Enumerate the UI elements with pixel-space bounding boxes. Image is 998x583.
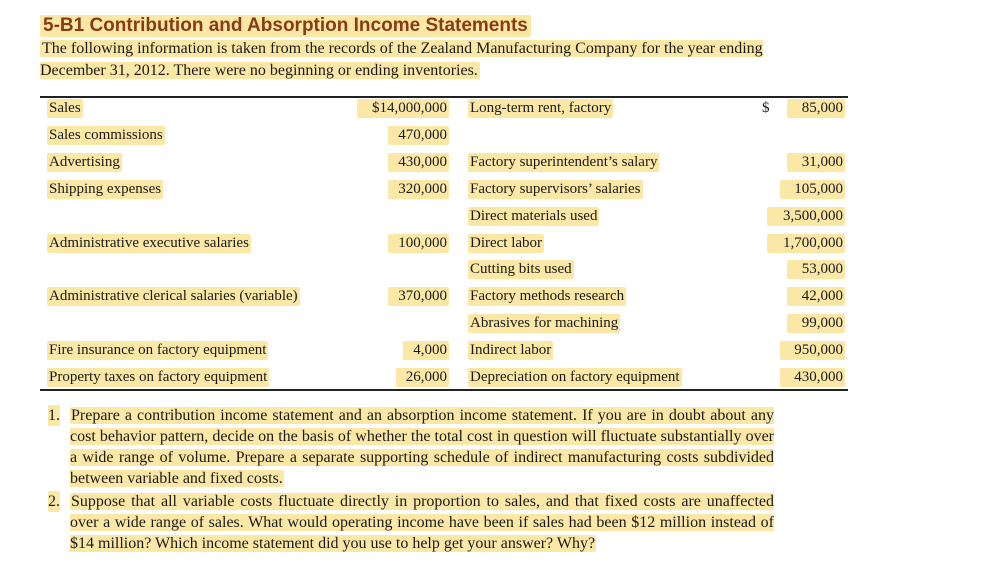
- right-label-6: Factory methods research: [470, 288, 625, 304]
- left-label-6: Fire insurance on factory equipment: [49, 342, 267, 358]
- left-value-2: 430,000: [388, 153, 449, 172]
- right-label-5: Cutting bits used: [470, 261, 572, 277]
- left-value-6: 4,000: [403, 341, 449, 360]
- right-value-5: 53,000: [787, 260, 845, 279]
- right-value-6: 42,000: [787, 287, 845, 306]
- right-value-7: 99,000: [787, 314, 845, 333]
- left-label-4: Administrative executive salaries: [49, 235, 249, 251]
- cropped-previous-line: [0, 0, 998, 8]
- question-item: [44, 491, 774, 554]
- right-value-2: 105,000: [780, 180, 845, 199]
- section-title: 5-B1 Contribution and Absorption Income Statements: [40, 15, 531, 37]
- right-label-2: Factory supervisors’ salaries: [470, 181, 641, 197]
- right-label-8: Indirect labor: [470, 342, 552, 358]
- left-value-0: $14,000,000: [357, 99, 449, 118]
- left-value-3: 320,000: [388, 180, 449, 199]
- right-currency-0: $: [762, 100, 770, 116]
- table-bottom-rule: [40, 389, 848, 391]
- right-label-9: Depreciation on factory equipment: [470, 369, 680, 385]
- left-label-0: Sales: [49, 100, 81, 116]
- right-value-8: 950,000: [780, 341, 845, 360]
- question-list: [44, 405, 774, 554]
- left-label-1: Sales commissions: [49, 127, 163, 143]
- question-item: [44, 405, 774, 489]
- right-label-0: Long-term rent, factory: [470, 100, 612, 116]
- left-label-3: Shipping expenses: [49, 181, 162, 197]
- question-number: 1.: [48, 407, 60, 424]
- left-label-5: Administrative clerical salaries (variable): [49, 288, 298, 304]
- right-label-4: Direct labor: [470, 235, 543, 251]
- table-top-rule: [40, 96, 848, 98]
- question-number: 2.: [48, 493, 60, 510]
- right-label-7: Abrasives for machining: [470, 315, 619, 331]
- left-value-4: 100,000: [388, 234, 449, 253]
- intro-paragraph: [40, 38, 776, 82]
- right-label-1: Factory superintendent’s salary: [470, 154, 658, 170]
- right-value-9: 430,000: [780, 368, 845, 387]
- right-label-3: Direct materials used: [470, 208, 598, 224]
- right-value-4: 1,700,000: [767, 234, 845, 253]
- left-value-7: 26,000: [396, 368, 449, 387]
- question-text: Prepare a contribution income statement and an absorption income statement. If you are in doubt about any cost behavior pattern, decide on the basis of whether the total cost in question will fluctuate substantially over a wide range of volume. Prepare a separate supporting schedule of indirect manufacturing costs subdivided between variable and fixed costs.: [70, 407, 774, 487]
- left-value-5: 370,000: [388, 287, 449, 306]
- question-text: Suppose that all variable costs fluctuate directly in proportion to sales, and that fixed costs are unaffected over a wide range of sales. What would operating income have been if sales had been $12 million instead of $14 million? Which income statement did you use to help get your answer? Why?: [70, 493, 774, 552]
- right-value-1: 31,000: [787, 153, 845, 172]
- left-label-7: Property taxes on factory equipment: [49, 369, 268, 385]
- right-value-3: 3,500,000: [767, 207, 845, 226]
- left-label-2: Advertising: [49, 154, 120, 170]
- left-value-1: 470,000: [388, 126, 449, 145]
- right-value-0: 85,000: [787, 99, 845, 118]
- intro-text: The following information is taken from the records of the Zealand Manufacturing Company for the year ending December 31, 2012. There were no beginning or ending inventories.: [40, 40, 763, 79]
